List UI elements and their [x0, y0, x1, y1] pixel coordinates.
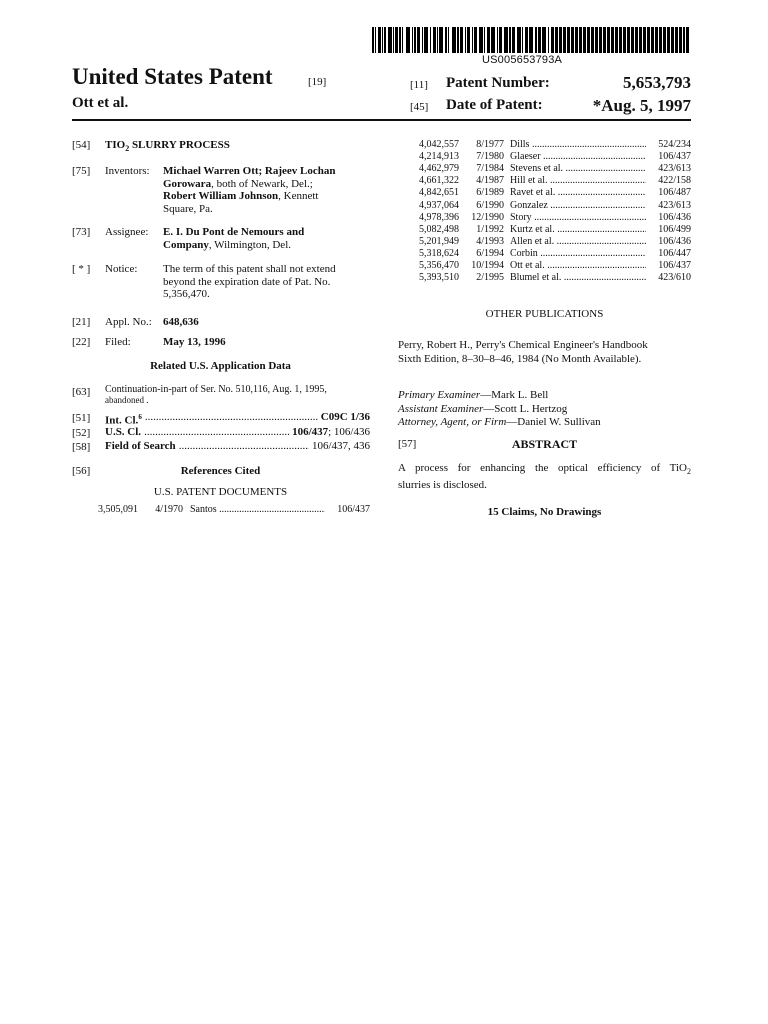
other-pubs-heading: OTHER PUBLICATIONS [485, 308, 604, 320]
table-row [398, 236, 691, 248]
ref-name: Hill et al. ..... [510, 175, 646, 187]
table-row [398, 163, 691, 175]
intcl-value: C09C 1/36 [320, 411, 370, 423]
barcode-number: US005653793A [482, 54, 563, 66]
uscl-row: U.S. Cl. ..... 106/437; 106/436 [105, 426, 370, 439]
assignee-code: [73] [72, 226, 91, 238]
ref-class: 106/436 [658, 235, 691, 247]
filed-code: [22] [72, 336, 91, 348]
patent-number-label: Patent Number: [446, 75, 550, 91]
inventors-code: [75] [72, 165, 91, 177]
ref-date: 1/1992 [476, 223, 504, 235]
inventors-label: Inventors: [105, 165, 150, 177]
search-code: [58] [72, 441, 91, 453]
intcl-row: Int. Cl.$^6$ ..... C09C 1/36 [105, 411, 370, 424]
table-row [398, 175, 691, 187]
ref-number: 4,214,913 [419, 151, 459, 163]
ref-number: 4,042,557 [419, 139, 459, 150]
ref-date: 6/1990 [476, 199, 504, 211]
ref-date: 12/1990 [471, 211, 504, 223]
notice-value: The term of this patent shall not extend beyond the expiration date of Pat. No. 5,356,470. [163, 263, 336, 300]
ref-class: 524/234 [658, 139, 691, 150]
ref-number: 4,462,979 [419, 163, 459, 175]
ref-number: 4,978,396 [419, 211, 459, 223]
ref-date: 7/1984 [476, 163, 504, 175]
ref-name: Kurtz et al. ..... [510, 224, 646, 236]
ref-number: 5,318,624 [419, 247, 459, 259]
inventors-value: Michael Warren Ott; Rajeev Lochan Gorowara, both of Newark, Del.; Robert William Johnson, Kennett Square, Pa. [163, 165, 336, 215]
ref-date: 4/1993 [476, 235, 504, 247]
ref-name: Ravet et al. ..... [510, 187, 646, 199]
continuation-value: Continuation-in-part of Ser. No. 510,116, Aug. 1, 1995, abandoned . [105, 384, 327, 405]
abstract-text: A process for enhancing the optical efficiency of TiO$_2$ slurries is disclosed. [398, 462, 691, 491]
ref-date: 8/1977 [476, 139, 504, 150]
table-row [398, 248, 691, 260]
ref-class: 422/158 [658, 175, 691, 187]
notice-label: Notice: [105, 263, 138, 275]
ref-class: 106/436 [658, 211, 691, 223]
ref-date: 7/1980 [476, 151, 504, 163]
search-value: 106/437, 436 [311, 440, 370, 452]
ref-number: 4,937,064 [419, 199, 459, 211]
claims-line: 15 Claims, No Drawings [487, 506, 602, 518]
patent-date: *Aug. 5, 1997 [592, 96, 691, 115]
ref-name: Story ..... [510, 212, 646, 224]
invention-title: $TIO_2$ SLURRY PROCESS [105, 139, 230, 154]
uscl-value: 106/437; 106/436 [292, 426, 370, 438]
table-row [398, 139, 691, 151]
ref-number: 5,201,949 [419, 235, 459, 247]
ref-number: 5,082,498 [419, 223, 459, 235]
authors: Ott et al. [72, 95, 129, 111]
ref-number: 4,661,322 [419, 175, 459, 187]
ref-name: Allen et al. ..... [510, 236, 646, 248]
table-row: 3,505,091 4/1970 Santos ..... 106/437 [88, 504, 370, 516]
publication: Perry, Robert H., Perry's Chemical Engineer's Handbook Sixth Edition, 8–30–8–46, 1984 (No Month Available). [398, 339, 648, 365]
related-heading: Related U.S. Application Data [150, 360, 291, 372]
patent-number: 5,653,793 [623, 73, 691, 92]
appl-value: 648,636 [163, 316, 199, 328]
table-row [398, 187, 691, 199]
ref-date: 2/1995 [476, 272, 504, 284]
ref-class: 423/610 [658, 272, 691, 284]
ref-class: 423/613 [658, 199, 691, 211]
ref-name: Blumel et al. ..... [510, 272, 646, 284]
ref-class: 106/437 [658, 260, 691, 271]
table-row [398, 200, 691, 212]
patent-number-code: [11] [410, 79, 428, 91]
table-row [398, 260, 691, 272]
table-row [398, 151, 691, 163]
attorney: Attorney, Agent, or Firm—Daniel W. Sullivan [398, 416, 601, 428]
abstract-heading: ABSTRACT [511, 437, 578, 451]
uscl-code: [52] [72, 427, 91, 439]
ref-number: 4,842,651 [419, 187, 459, 199]
ref-date: 6/1994 [476, 247, 504, 259]
title-field-code: [54] [72, 139, 91, 151]
us-docs-heading: U.S. PATENT DOCUMENTS [153, 486, 288, 498]
ref-name: Stevens et al. ..... [510, 163, 646, 175]
patent-title: United States Patent [72, 64, 273, 89]
ref-number: 5,393,510 [419, 272, 459, 284]
abstract-code: [57] [398, 438, 417, 450]
ref-class: 106/437 [658, 151, 691, 163]
ref-date: 4/1987 [476, 175, 504, 187]
refs-heading: References Cited [180, 465, 261, 477]
table-row [398, 272, 691, 284]
table-row [398, 212, 691, 224]
date-code: [45] [410, 101, 429, 113]
continuation-code: [63] [72, 386, 91, 398]
assistant-examiner: Assistant Examiner—Scott L. Hertzog [398, 402, 568, 415]
ref-date: 6/1989 [476, 187, 504, 199]
ref-name: Dills ..... [510, 139, 646, 151]
ref-date: 10/1994 [471, 260, 504, 271]
assignee-label: Assignee: [105, 226, 149, 238]
ref-name: Glaeser ..... [510, 151, 646, 163]
examiners [398, 389, 691, 430]
assignee-value: E. I. Du Pont de Nemours and Company, Wilmington, Del. [163, 226, 305, 251]
appl-code: [21] [72, 316, 91, 328]
ref-class: 106/487 [658, 187, 691, 199]
search-row: Field of Search ..... 106/437, 436 [105, 440, 370, 453]
ref-number: 5,356,470 [419, 260, 459, 271]
intcl-code: [51] [72, 412, 91, 424]
date-label: Date of Patent: [446, 97, 543, 113]
appl-label: Appl. No.: [105, 316, 152, 328]
ref-class: 423/613 [658, 163, 691, 175]
notice-code: [ * ] [72, 263, 91, 275]
table-row [398, 224, 691, 236]
barcode [372, 27, 690, 53]
ref-class: 106/499 [658, 223, 691, 235]
header-rule [72, 119, 691, 121]
ref-name: Ott et al. ..... [510, 260, 646, 272]
ref-name: Gonzalez ..... [510, 200, 646, 212]
filed-label: Filed: [105, 336, 131, 348]
ref-name: Corbin ..... [510, 248, 646, 260]
primary-examiner: Primary Examiner—Mark L. Bell [398, 389, 549, 401]
filed-value: May 13, 1996 [163, 336, 226, 348]
ref-class: 106/447 [658, 247, 691, 259]
title-code: [19] [308, 76, 327, 88]
refs-code: [56] [72, 465, 91, 477]
